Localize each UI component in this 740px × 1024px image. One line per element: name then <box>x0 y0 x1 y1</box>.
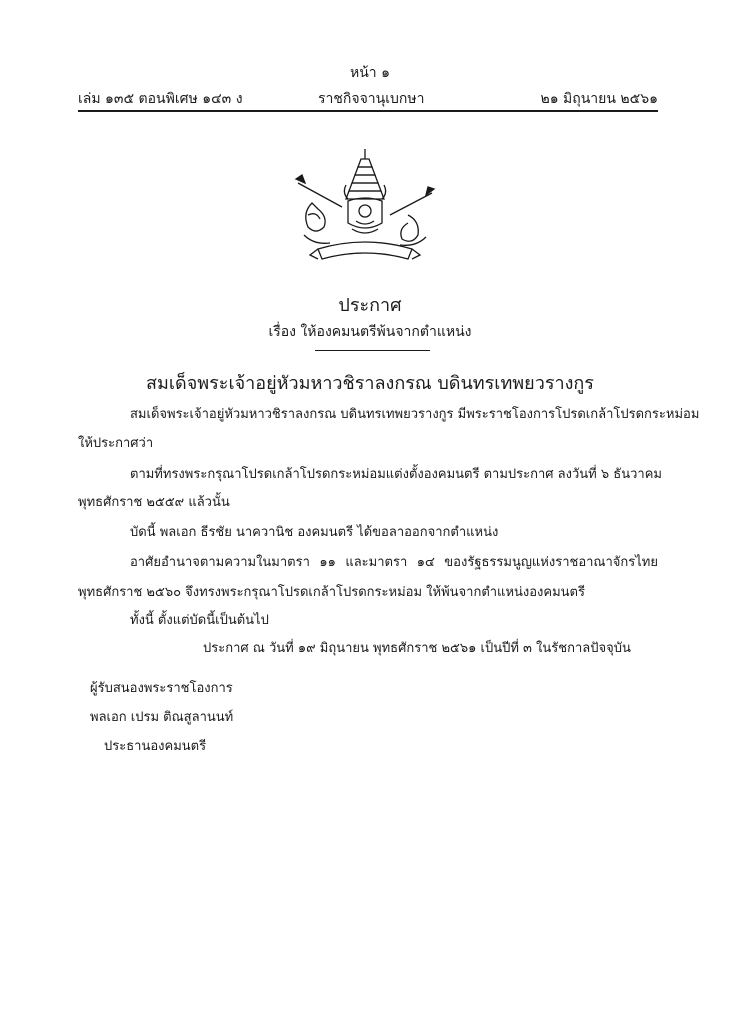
body-line-5: บัดนี้ พลเอก ธีรชัย นาควานิช องคมนตรี ได้ขอลาออกจากตำแหน่ง <box>130 525 499 540</box>
gazette-header <box>78 88 658 108</box>
body-line-8: ทั้งนี้ ตั้งแต่บัดนี้เป็นต้นไป <box>130 613 269 628</box>
proclamation-date-line: ประกาศ ณ วันที่ ๑๙ มิถุนายน พุทธศักราช ๒๕๖๑ เป็นปีที่ ๓ ในรัชกาลปัจจุบัน <box>203 641 631 656</box>
body-line-6: อาศัยอำนาจตามความในมาตรา ๑๑ และมาตรา ๑๔ ของรัฐธรรมนูญแห่งราชอาณาจักรไทย <box>130 555 658 570</box>
body-line-2: ให้ประกาศว่า <box>78 436 154 451</box>
document-type: ประกาศ <box>338 295 402 316</box>
royal-seal-emblem-icon <box>290 145 440 270</box>
body-line-1: สมเด็จพระเจ้าอยู่หัวมหาวชิราลงกรณ บดินทรเทพยวรางกูร มีพระราชโองการโปรดเกล้าโปรดกระหม่อม <box>130 407 700 422</box>
header-divider <box>78 110 658 112</box>
volume-info: เล่ม ๑๓๕ ตอนพิเศษ ๑๔๓ ง <box>78 91 243 107</box>
title-divider <box>315 350 430 351</box>
document-subject: เรื่อง ให้องคมนตรีพ้นจากตำแหน่ง <box>268 324 472 340</box>
countersigner-position: ประธานองคมนตรี <box>104 739 207 754</box>
body-line-4: พุทธศักราช ๒๕๕๙ แล้วนั้น <box>78 495 230 510</box>
page-number: หน้า ๑ <box>350 65 390 81</box>
gazette-name: ราชกิจจานุเบกษา <box>318 91 425 107</box>
king-title: สมเด็จพระเจ้าอยู่หัวมหาวชิราลงกรณ บดินทรเทพยวรางกูร <box>146 373 594 394</box>
body-line-3: ตามที่ทรงพระกรุณาโปรดเกล้าโปรดกระหม่อมแต่งตั้งองคมนตรี ตามประกาศ ลงวันที่ ๖ ธันวาคม <box>130 467 662 482</box>
countersigner-name: พลเอก เปรม ติณสูลานนท์ <box>90 710 234 725</box>
body-line-7: พุทธศักราช ๒๕๖๐ จึงทรงพระกรุณาโปรดเกล้าโปรดกระหม่อม ให้พ้นจากตำแหน่งองคมนตรี <box>78 585 585 600</box>
countersign-label: ผู้รับสนองพระราชโองการ <box>90 681 233 696</box>
publication-date: ๒๑ มิถุนายน ๒๕๖๑ <box>540 91 658 107</box>
